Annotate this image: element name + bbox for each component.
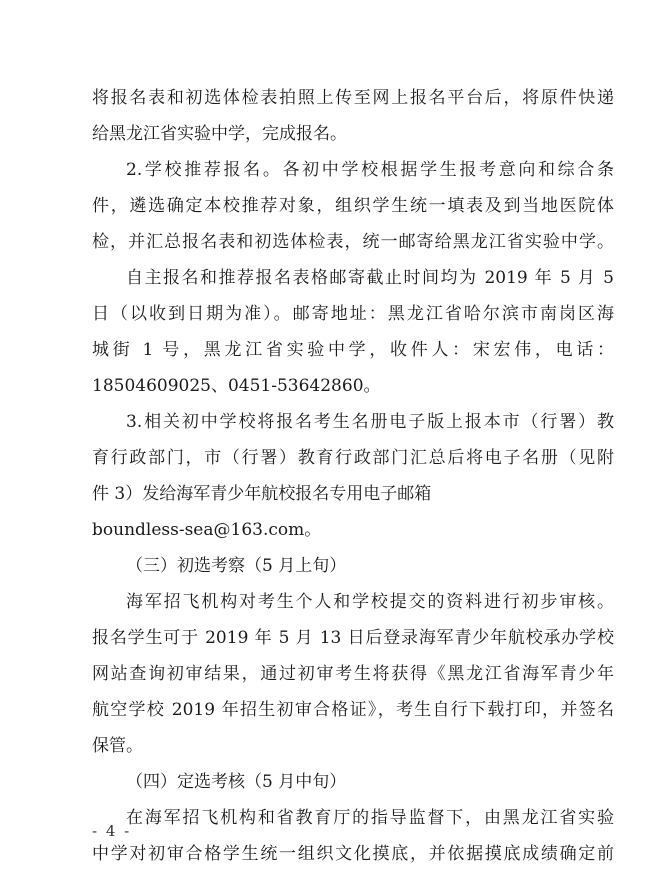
text-line: 件，遴选确定本校推荐对象，组织学生统一填表及到当地医院体 [92, 196, 614, 216]
text-line: 件 3）发给海军青少年航校报名专用电子邮箱 [92, 484, 432, 504]
text-line: 网站查询初审结果，通过初审考生将获得《黑龙江省海军青少年 [92, 664, 614, 684]
text-line: 保管。 [92, 736, 143, 756]
text-line: 在海军招飞机构和省教育厅的指导监督下，由黑龙江省实验 [126, 808, 614, 828]
text-line: 将报名表和初选体检表拍照上传至网上报名平台后，将原件快递 [92, 88, 614, 108]
text-line: 海军招飞机构对考生个人和学校提交的资料进行初步审核。 [126, 592, 614, 612]
document-body [92, 80, 614, 872]
text-line: boundless-sea@163.com。 [92, 520, 322, 540]
text-line: 2.学校推荐报名。各初中学校根据学生报考意向和综合条 [126, 160, 614, 180]
text-line: （四）定选考核（5 月中旬） [126, 772, 347, 792]
page-number: - 4 - [92, 822, 132, 840]
text-line: 航空学校 2019 年招生初审合格证》，考生自行下载打印，并签名 [92, 700, 614, 720]
text-line: 日（以收到日期为准）。邮寄地址：黑龙江省哈尔滨市南岗区海 [92, 304, 614, 324]
text-line: 中学对初审合格学生统一组织文化摸底，并依据摸底成绩确定前 [92, 844, 614, 864]
text-line: 检，并汇总报名表和初选体检表，统一邮寄给黑龙江省实验中学。 [92, 232, 614, 252]
text-line: 自主报名和推荐报名表格邮寄截止时间均为 2019 年 5 月 5 [126, 268, 614, 288]
text-line: 3.相关初中学校将报名考生名册电子版上报本市（行署）教 [126, 412, 614, 432]
text-line: 报名学生可于 2019 年 5 月 13 日后登录海军青少年航校承办学校 [92, 628, 614, 648]
text-line: （三）初选考察（5 月上旬） [126, 556, 347, 576]
text-line: 育行政部门，市（行署）教育行政部门汇总后将电子名册（见附 [92, 448, 614, 468]
text-line: 18504609025、0451-53642860。 [92, 376, 381, 396]
text-line: 城街 1 号，黑龙江省实验中学，收件人：宋宏伟，电话： [92, 340, 614, 360]
text-line: 给黑龙江省实验中学，完成报名。 [92, 124, 347, 144]
